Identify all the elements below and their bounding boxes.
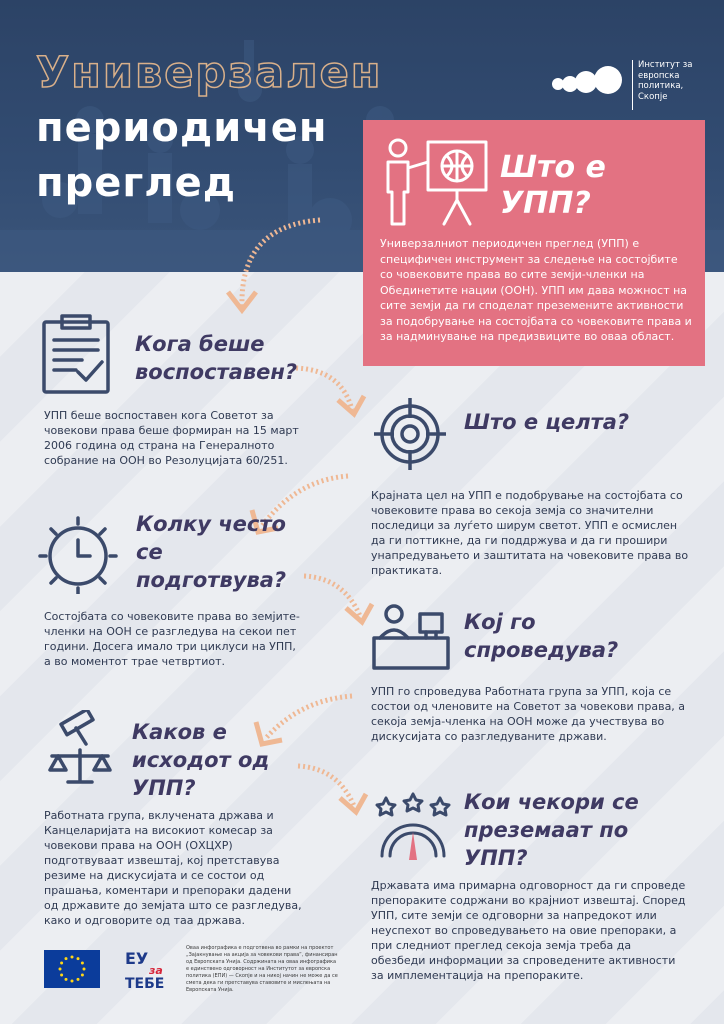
arrow-1-icon	[210, 206, 330, 316]
steps-body: Државата има примарна одговорност да ги спроведе препораките содржани во крајниот извештај. Според УПП, сите земји се одговорни за напредокот или неуспехот во спроведувањето на овие препораки, а при следниот преглед секоја земја треба да обезбеди информации за спроведените активности за имплементација на препораките.	[371, 879, 686, 982]
goal-body: Крајната цел на УПП е подобрување на состојбата со човековите права во секоја земја со значителни последици за луѓето ширум светот. УПП е осмислен да ги поттикне, да ги поддржува и да ги прошири унапредувањето и заштитата на човековите права во практиката.	[371, 489, 689, 577]
logo-text: Институт за европска политика, Скопје	[638, 60, 693, 102]
gavel-scale-icon	[40, 710, 120, 786]
title-line-3: преглед	[36, 160, 237, 206]
svg-text:ТЕБЕ: ТЕБЕ	[125, 976, 165, 992]
goal-title: Што е целта?	[464, 410, 630, 434]
eu-stars-icon	[44, 950, 100, 988]
svg-text:за: за	[149, 964, 163, 977]
footer-disclaimer: Оваа инфографика е подготвена во рамки на проектот „Зајакнување на акција за човекови права“, финансиран од Европската Унија. Содржината на оваа инфографика е единствено одговорност на Институтот за европска политика (ЕПИ) — Скопје и на никој начин не може да се смета дека ги претставува ставовите и мислењата на Европската Унија.	[186, 945, 338, 993]
eu-za-tebe-logo	[117, 946, 179, 992]
frequency-title: Колку често се подготвува?	[136, 512, 287, 592]
established-title: Кога беше воспоставен?	[135, 332, 298, 384]
title-line-2: периодичен	[36, 105, 328, 151]
who-title: Кој го спроведува?	[464, 610, 619, 662]
eu-flag	[44, 950, 100, 988]
clipboard-icon	[40, 314, 112, 394]
outcome-body: Работната група, вклучената држава и Канцеларијата на високиот комесар за човекови права на ООН (ОХЦХР) подготвуваат извештај, кој претставува резиме на дискусијата и се состои од прашања, коментари и препораки дадени од државите до земјата што се разгледува, како и одговорите од таа држава.	[44, 809, 302, 927]
steps-title: Кои чекори се преземаат по УПП?	[464, 790, 639, 870]
who-body: УПП го спроведува Работната група за УПП, која се состои од членовите на Советот за човекови права, а секоја земја-членка на ООН може да учествува во дискусијата со разгледуваните држави.	[371, 685, 686, 743]
frequency-body: Состојбата со човековите права во земјите-членки на ООН се разгледува на секои пет години. Досега имало три циклуси на УПП, а во моментот трае четвртиот.	[44, 610, 300, 668]
presenter-icon	[380, 134, 490, 230]
target-icon	[372, 396, 448, 472]
svg-text:ЕУ: ЕУ	[125, 949, 149, 968]
stopwatch-icon	[38, 514, 118, 594]
what-is-body: Универзалниот периодичен преглед (УПП) е специфичен инструмент за следење на состојбите со човековите права во сите земји-членки на Обединетите нации (ООН). УПП им дава можност на сите земји да ги споделат преземените активности за подобрување на состојбата со човековите права и за надминување на предизвиците во оваа област.	[380, 237, 692, 343]
title-line-1: Универзален	[36, 48, 383, 98]
outcome-title: Каков е исходот од УПП?	[132, 720, 270, 800]
what-is-title: Што е УПП?	[500, 150, 606, 221]
desk-person-icon	[370, 600, 452, 672]
established-body: УПП беше воспоставен кога Советот за човекови права беше формиран на 15 март 2006 година од страна на Генералното собрание на ООН во Резолуцијата 60/251.	[44, 409, 299, 467]
progress-stars-icon	[372, 792, 454, 872]
